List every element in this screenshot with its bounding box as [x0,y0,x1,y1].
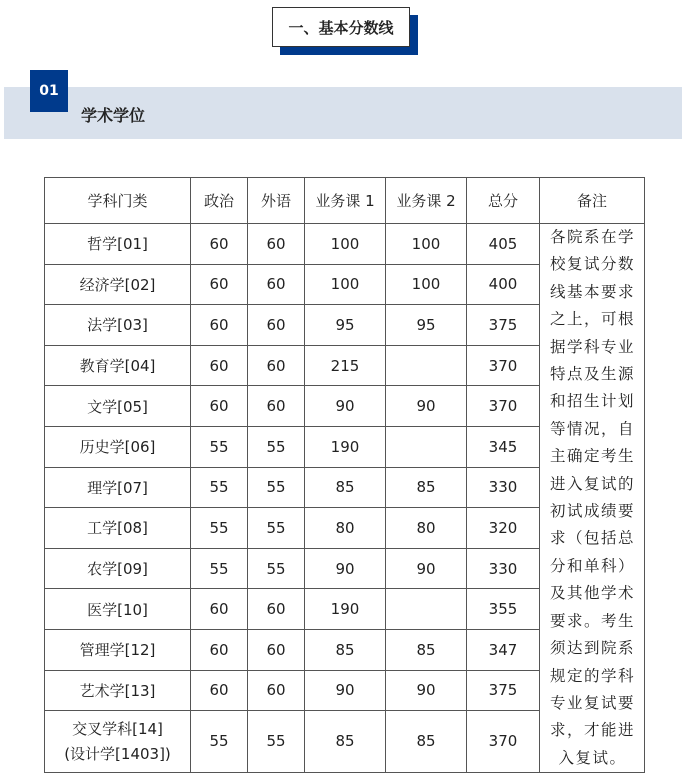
cell-category: 农学[09] [45,548,191,589]
header-course2: 业务课 2 [386,178,467,224]
cell-language: 60 [248,386,305,427]
cell-course2 [386,589,467,630]
cell-course1: 190 [305,426,386,467]
cell-politics: 60 [191,670,248,711]
cell-language: 55 [248,548,305,589]
cell-course1: 190 [305,589,386,630]
cell-politics: 60 [191,224,248,265]
cell-politics: 55 [191,508,248,549]
cell-politics: 60 [191,345,248,386]
cell-total: 400 [467,264,540,305]
cell-category: 工学[08] [45,508,191,549]
cell-language: 55 [248,426,305,467]
cell-category: 理学[07] [45,467,191,508]
cell-total: 345 [467,426,540,467]
table-header-row [45,178,645,224]
cell-language: 60 [248,629,305,670]
cell-note [540,224,645,773]
cell-course2 [386,426,467,467]
cell-course1: 95 [305,305,386,346]
cell-course1: 85 [305,629,386,670]
cell-total: 405 [467,224,540,265]
cell-politics: 55 [191,426,248,467]
cell-politics: 55 [191,711,248,773]
subsection-number-badge: 01 [30,70,68,112]
header-course1: 业务课 1 [305,178,386,224]
category-sub: (设计学[1403]) [64,744,171,763]
cell-politics: 55 [191,467,248,508]
cell-total: 330 [467,467,540,508]
cell-politics: 60 [191,386,248,427]
header-category: 学科门类 [45,178,191,224]
cell-total: 320 [467,508,540,549]
cell-language: 60 [248,670,305,711]
header-note: 备注 [540,178,645,224]
cell-course1: 85 [305,711,386,773]
cell-total: 347 [467,629,540,670]
cell-course1: 215 [305,345,386,386]
cell-course1: 100 [305,224,386,265]
cell-category: 艺术学[13] [45,670,191,711]
cell-language: 55 [248,711,305,773]
cell-course2 [386,345,467,386]
cell-course2: 80 [386,508,467,549]
cell-course2: 85 [386,629,467,670]
cell-course2: 95 [386,305,467,346]
header-language: 外语 [248,178,305,224]
cell-category: 医学[10] [45,589,191,630]
header-politics: 政治 [191,178,248,224]
cell-language: 60 [248,305,305,346]
section-title-box: 一、基本分数线 [272,7,410,47]
cell-category: 管理学[12] [45,629,191,670]
cell-course2: 90 [386,670,467,711]
cell-language: 55 [248,508,305,549]
cell-course2: 85 [386,467,467,508]
cell-course2: 100 [386,264,467,305]
cell-language: 60 [248,264,305,305]
cell-total: 375 [467,305,540,346]
cell-language: 55 [248,467,305,508]
score-table [44,177,645,773]
cell-course2: 100 [386,224,467,265]
cell-category: 法学[03] [45,305,191,346]
cell-course1: 90 [305,670,386,711]
header-total: 总分 [467,178,540,224]
cell-total: 370 [467,345,540,386]
cell-course2: 90 [386,548,467,589]
cell-politics: 60 [191,264,248,305]
cell-language: 60 [248,345,305,386]
section-title [272,7,418,55]
subsection-title: 学术学位 [81,106,146,125]
cell-politics: 60 [191,305,248,346]
cell-language: 60 [248,224,305,265]
cell-category: 经济学[02] [45,264,191,305]
cell-language: 60 [248,589,305,630]
category-main: 交叉学科[14] [72,719,163,738]
cell-category: 哲学[01] [45,224,191,265]
cell-course1: 80 [305,508,386,549]
cell-category: 历史学[06] [45,426,191,467]
cell-total: 375 [467,670,540,711]
cell-total: 355 [467,589,540,630]
cell-total: 330 [467,548,540,589]
cell-course1: 90 [305,548,386,589]
cell-course1: 90 [305,386,386,427]
cell-course1: 100 [305,264,386,305]
cell-politics: 60 [191,629,248,670]
cell-politics: 60 [191,589,248,630]
cell-total: 370 [467,386,540,427]
cell-category: 教育学[04] [45,345,191,386]
cell-course2: 85 [386,711,467,773]
cell-category [45,711,191,773]
note-text: 各院系在学校复试分数线基本要求之上，可根据学科专业特点及生源和招生计划等情况，自主确定考生进入复试的初试成绩要求（包括总分和单科）及其他学术要求。考生须达到院系规定的学科专业复试要求，才能进入复试。 [549,228,635,767]
table-row [45,224,645,265]
cell-politics: 55 [191,548,248,589]
cell-total: 370 [467,711,540,773]
cell-course1: 85 [305,467,386,508]
cell-course2: 90 [386,386,467,427]
cell-category: 文学[05] [45,386,191,427]
